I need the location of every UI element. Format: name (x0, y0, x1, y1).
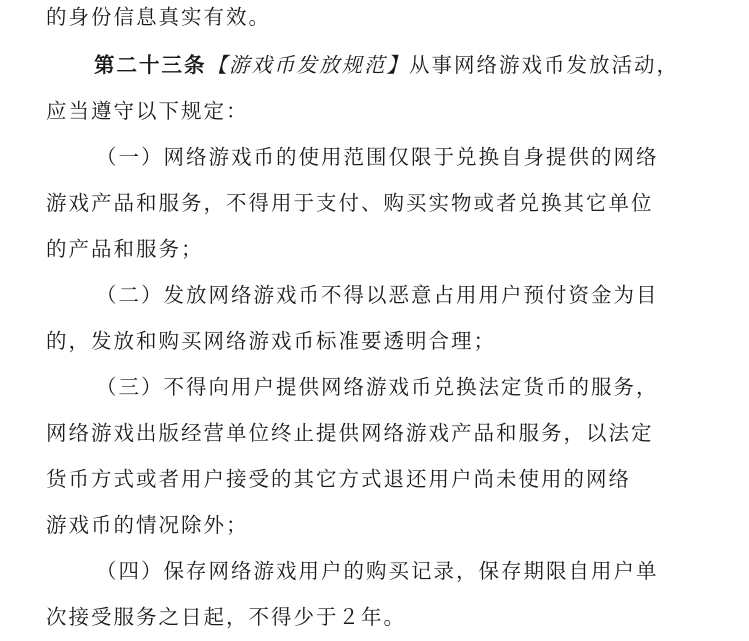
text-line: 次接受服务之日起，不得少于２年。 (46, 605, 406, 629)
article-title: 【游戏币发放规范】 (206, 53, 409, 77)
text-line: 游戏币的情况除外； (46, 513, 249, 537)
text-line: 的产品和服务； (46, 237, 204, 261)
text-line: 网络游戏出版经营单位终止提供网络游戏产品和服务，以法定 (46, 421, 654, 445)
text-line: 游戏产品和服务，不得用于支付、购买实物或者兑换其它单位 (46, 191, 654, 215)
text-line: 应当遵守以下规定： (46, 99, 249, 123)
text-line: 的，发放和购买网络游戏币标准要透明合理； (46, 329, 496, 353)
article-number: 第二十三条 (94, 53, 207, 77)
article-heading-line (94, 50, 679, 80)
text-line: 货币方式或者用户接受的其它方式退还用户尚未使用的网络 (46, 467, 631, 491)
text-line: （二）发放网络游戏币不得以恶意占用用户预付资金为目 (96, 283, 659, 307)
article-text: 从事网络游戏币发放活动， (409, 53, 679, 77)
text-line: （一）网络游戏币的使用范围仅限于兑换自身提供的网络 (96, 145, 659, 169)
text-line: 的身份信息真实有效。 (46, 5, 271, 29)
text-line: （四）保存网络游戏用户的购买记录，保存期限自用户单 (96, 559, 659, 583)
text-line: （三）不得向用户提供网络游戏币兑换法定货币的服务， (96, 375, 659, 399)
